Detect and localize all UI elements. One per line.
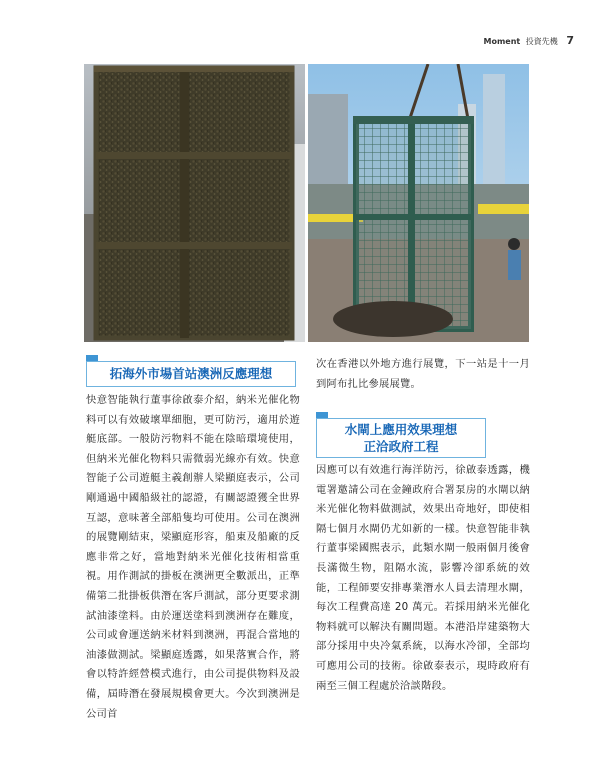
heading-text: 拓海外市場首站澳洲反應理想 (109, 366, 273, 381)
fouled-sluice-gate-photo (84, 64, 305, 342)
heading-accent-bar (86, 355, 98, 361)
heading-accent-bar (316, 412, 328, 418)
right-column-paragraph: 因應可以有效進行海洋防污，徐啟泰透露，機電署邀請公司在金鐘政府合署泵房的水閘以納米光催化物料做測試，效果出奇地好，即使相隔七個月水閘仍尤如新的一樣。快意智能非執行董事梁國熙表示，此類水閘一般兩個月後會長滿微生物，阻隔水流，影響冷卻系統的效能，工程師要安排專業潛水人員去清理水閘，每次工程費高達 20 萬元。若採用納米光催化物料就可以解決有關問題。本港沿岸建築物大部分採用中央冷氣系統，以海水冷卻，全部均可應用公司的技術。徐啟泰表示，現時政府有兩至三個工程處於洽談階段。 (316, 464, 530, 692)
page-number: 7 (566, 34, 574, 47)
heading-line-1: 水閘上應用效果理想 (344, 422, 458, 437)
page-header (484, 34, 575, 47)
heading-line-2: 正洽政府工程 (363, 439, 439, 454)
section-heading-overseas-market (86, 361, 296, 387)
left-column-paragraph: 快意智能執行董事徐啟泰介紹，納米光催化物料可以有效破壞單細胞，更可防污，適用於遊艇底部。一般防污物料不能在陰暗環境使用，但納米光催化物料只需微弱光線亦有效。快意智能子公司遊艇主義創辦人梁顯庭表示，公司剛通過中國船級社的認證，有關認證獲全世界互認，意味著全部船隻均可使用。公司在澳洲的展覽剛結束，梁顯庭形容，船東及船廠的反應非常之好，當地對納米光催化技術相當重視。用作測試的掛板在澳洲更全數派出，正準備第二批掛板供潛在客戶測試，部分更要求測試油漆塗料。由於運送塗料到澳洲存在難度，公司或會運送納米材料到澳洲，再混合當地的油漆做測試。梁顯庭透露，如果落實合作，將會以特許經營模式進行，由公司提供物料及設備，屆時潛在發展規模會更大。今次到澳洲是公司首 (86, 394, 300, 720)
right-column-continuation: 次在香港以外地方進行展覽，下一站是十一月到阿布扎比參展展覽。 (316, 358, 530, 390)
magazine-brand: Moment (483, 37, 521, 46)
section-name: 投資先機 (525, 37, 558, 46)
section-heading-sluice-gate (316, 418, 486, 458)
clean-sluice-gate-lifted-photo (308, 64, 529, 342)
